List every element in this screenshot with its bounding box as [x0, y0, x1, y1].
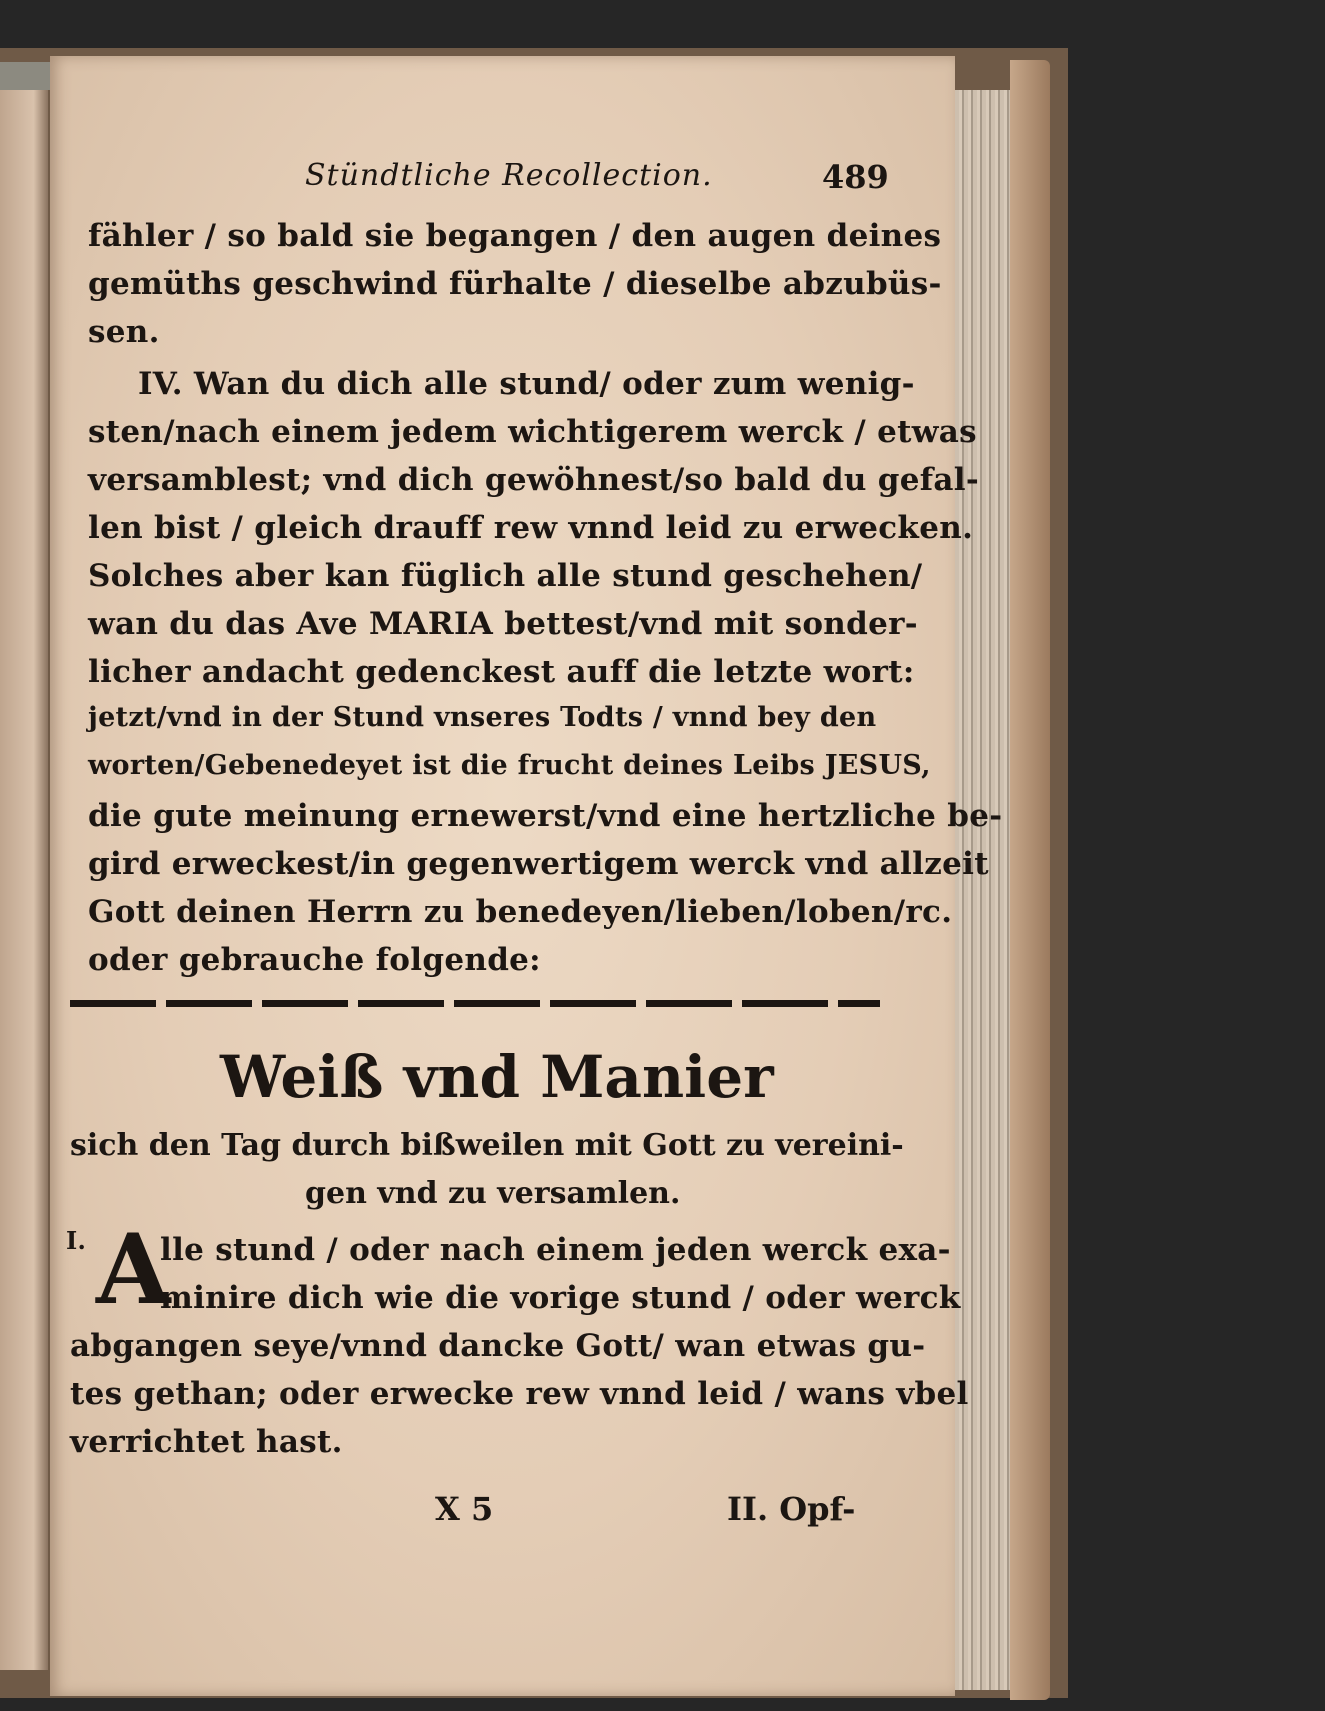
- text-line: gird erweckest/in gegenwertigem werck vnd allzeit: [88, 846, 989, 882]
- text-line: versamblest; vnd dich gewöhnest/so bald du gefal-: [88, 462, 980, 498]
- text-line: lle stund / oder nach einem jeden werck exa-: [160, 1232, 951, 1268]
- section-subheading-line: sich den Tag durch bißweilen mit Gott zu vereini-: [70, 1128, 904, 1163]
- text-line: fähler / so bald sie begangen / den augen deines: [88, 218, 942, 254]
- text-line: die gute meinung ernewerst/vnd eine hertzliche be-: [88, 798, 1003, 834]
- text-line: licher andacht gedenckest auff die letzte wort:: [88, 654, 915, 690]
- section-subheading-line: gen vnd zu versamlen.: [305, 1176, 681, 1211]
- text-line: Gott deinen Herrn zu benedeyen/lieben/loben/rc.: [88, 894, 953, 930]
- text-line: minire dich wie die vorige stund / oder werck: [160, 1280, 961, 1316]
- text-line: oder gebrauche folgende:: [88, 942, 541, 978]
- cover-edge: [1010, 60, 1050, 1700]
- text-line: IV. Wan du dich alle stund/ oder zum wenig-: [138, 366, 915, 402]
- drop-cap: A: [96, 1213, 171, 1326]
- text-line: sten/nach einem jedem wichtigerem werck / etwas: [88, 414, 977, 450]
- text-line: wan du das Ave MARIA bettest/vnd mit sonder-: [88, 606, 918, 642]
- running-head: Stündtliche Recollection.: [305, 158, 713, 193]
- catchword: II. Opf-: [727, 1490, 856, 1528]
- section-divider-rule: [70, 1000, 880, 1007]
- section-heading: Weiß vnd Manier: [220, 1043, 774, 1111]
- text-line: Solches aber kan füglich alle stund geschehen/: [88, 558, 923, 594]
- page-fore-edge: [950, 90, 1013, 1690]
- text-line: sen.: [88, 314, 160, 350]
- left-page-edge: [0, 70, 48, 1670]
- text-line: len bist / gleich drauff rew vnnd leid zu erwecken.: [88, 510, 974, 546]
- text-line: abgangen seye/vnnd dancke Gott/ wan etwas gu-: [70, 1328, 926, 1364]
- page-number: 489: [822, 158, 889, 196]
- text-line: verrichtet hast.: [70, 1424, 343, 1460]
- text-line: jetzt/vnd in der Stund vnseres Todts / vnnd bey den: [88, 702, 877, 733]
- section-number: I.: [66, 1226, 87, 1255]
- signature-mark: X 5: [435, 1490, 494, 1528]
- text-line: tes gethan; oder erwecke rew vnnd leid / wans vbel: [70, 1376, 969, 1412]
- text-line: worten/Gebenedeyet ist die frucht deines Leibs JESUS,: [88, 750, 931, 781]
- text-line: gemüths geschwind fürhalte / dieselbe abzubüs-: [88, 266, 942, 302]
